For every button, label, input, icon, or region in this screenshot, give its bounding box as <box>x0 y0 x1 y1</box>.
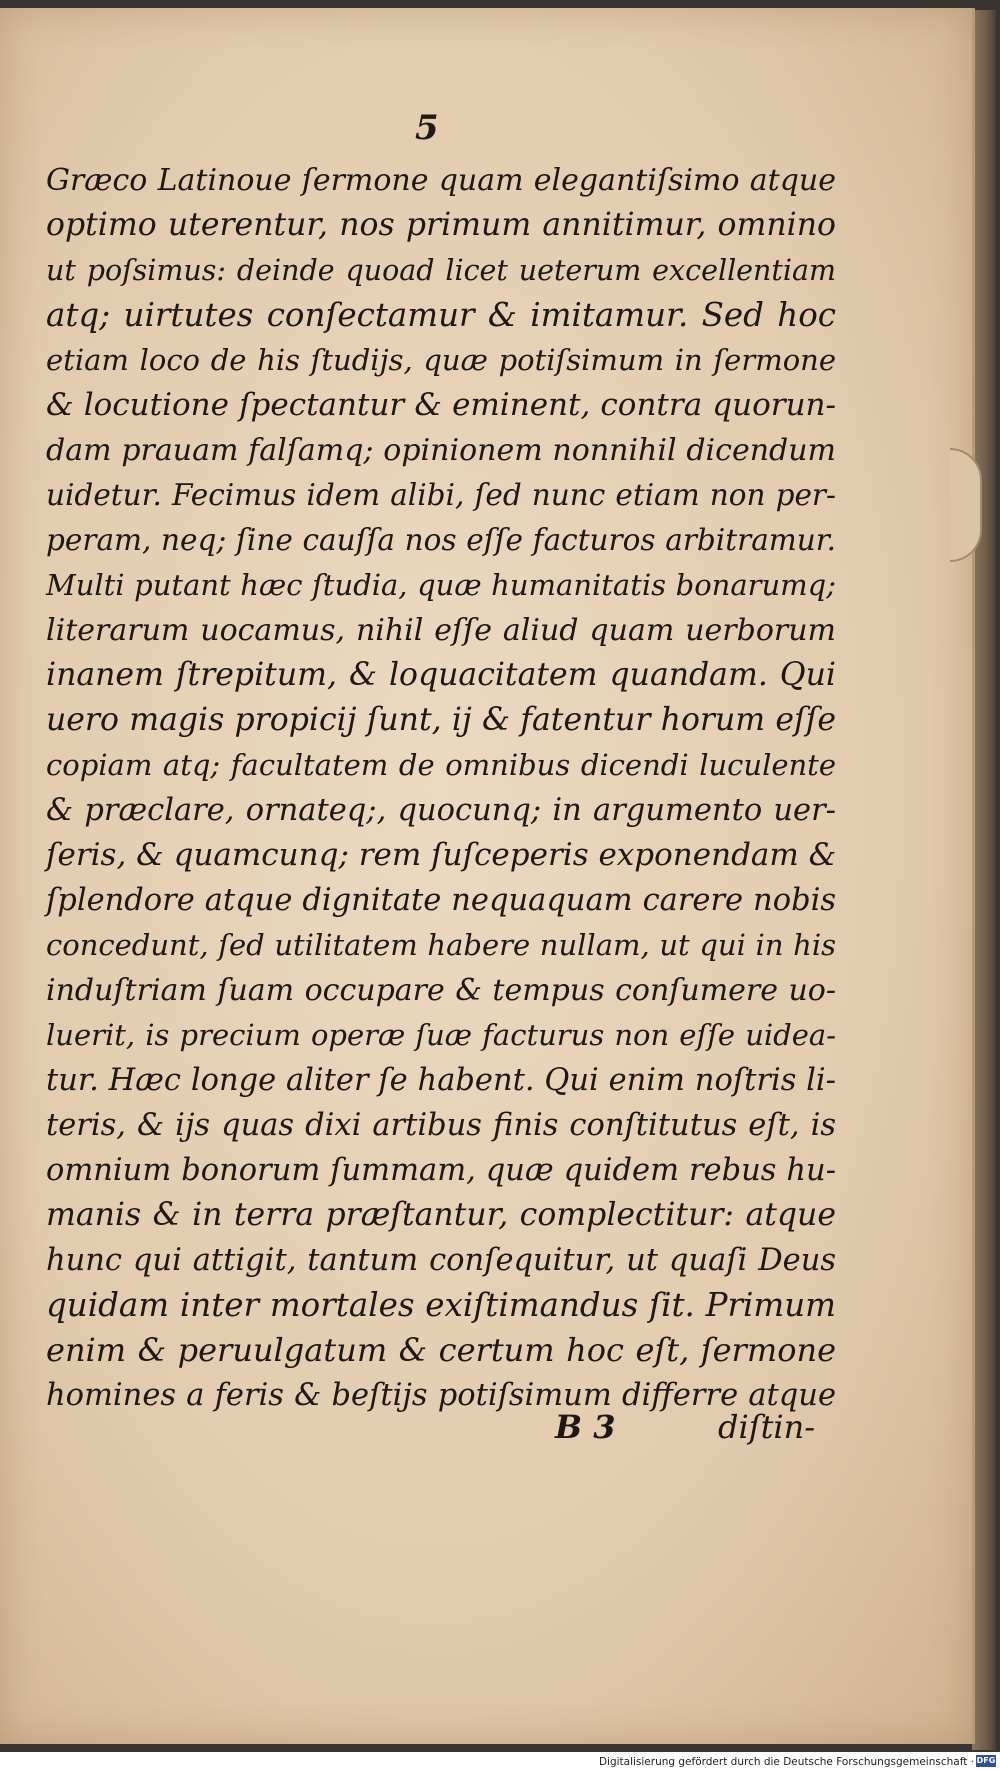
text-line: optimo uterentur, nos primum annitimur, omnino <box>46 203 836 248</box>
text-line: quidam inter mortales exiſtimandus ſit. Primum <box>46 1283 836 1328</box>
text-line: dam prauam falſamq; opinionem nonnihil dicendum <box>46 428 836 473</box>
text-line: & præclare, ornateq;, quocunq; in argumento uer- <box>46 788 836 833</box>
digitization-footer <box>0 1752 1000 1769</box>
text-line: tur. Hæc longe aliter ſe habent. Qui enim noſtris li- <box>46 1058 836 1103</box>
catchword: diſtin- <box>718 1408 815 1446</box>
text-line: enim & peruulgatum & certum hoc eſt, ſermone <box>46 1328 836 1373</box>
page-number: 5 <box>415 108 439 148</box>
book-spine <box>972 10 996 1750</box>
text-line: Græco Latinoue ſermone quam elegantiſsimo atque <box>46 158 836 203</box>
signature-mark: B 3 <box>555 1408 615 1446</box>
text-line: uidetur. Fecimus idem alibi, ſed nunc etiam non per- <box>46 473 836 518</box>
book-page <box>0 8 975 1744</box>
dfg-logo-icon: DFG <box>976 1755 996 1767</box>
footer-credit: Digitalisierung gefördert durch die Deutsche Forschungsgemeinschaft · <box>599 1756 974 1768</box>
text-line: hunc qui attigit, tantum conſequitur, ut quaſi Deus <box>46 1238 836 1283</box>
text-line: teris, & ijs quas dixi artibus finis conſtitutus eſt, is <box>46 1103 836 1148</box>
text-line: peram, neq; ſine cauſſa nos eſſe facturos arbitramur. <box>46 518 836 563</box>
text-line: homines a feris & beſtijs potiſsimum differre atque <box>46 1373 836 1418</box>
text-line: ut poſsimus: deinde quoad licet ueterum excellentiam <box>46 248 836 293</box>
body-text <box>46 158 836 1418</box>
text-line: literarum uocamus, nihil eſſe aliud quam uerborum <box>46 608 836 653</box>
text-line: & locutione ſpectantur & eminent, contra quorun- <box>46 383 836 428</box>
text-line: ſplendore atque dignitate nequaquam carere nobis <box>46 878 836 923</box>
text-line: ſeris, & quamcunq; rem ſuſceperis exponendam & <box>46 833 836 878</box>
text-line: Multi putant hæc ſtudia, quæ humanitatis bonarumq; <box>46 563 836 608</box>
text-line: copiam atq; facultatem de omnibus dicendi luculente <box>46 743 836 788</box>
text-line: inanem ſtrepitum, & loquacitatem quandam. Qui <box>46 653 836 698</box>
text-line: luerit, is precium operæ ſuæ facturus non eſſe uidea- <box>46 1013 836 1058</box>
text-line: omnium bonorum ſummam, quæ quidem rebus hu- <box>46 1148 836 1193</box>
text-line: concedunt, ſed utilitatem habere nullam, ut qui in his <box>46 923 836 968</box>
text-line: atq; uirtutes conſectamur & imitamur. Sed hoc <box>46 293 836 338</box>
text-line: manis & in terra præſtantur, complectitur: atque <box>46 1193 836 1238</box>
text-line: uero magis propicij ſunt, ij & fatentur horum eſſe <box>46 698 836 743</box>
page-edge-tab <box>950 448 982 562</box>
text-line: induſtriam ſuam occupare & tempus conſumere uo- <box>46 968 836 1013</box>
text-line: etiam loco de his ſtudijs, quæ potiſsimum in ſermone <box>46 338 836 383</box>
